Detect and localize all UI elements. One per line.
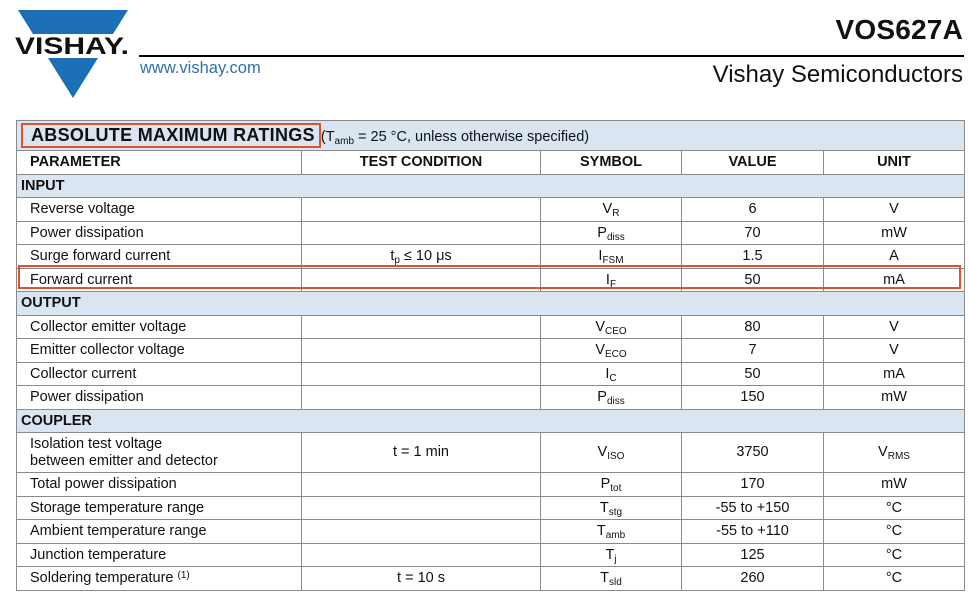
table-title-row bbox=[17, 121, 965, 151]
parameter-cell: Storage temperature range bbox=[17, 496, 302, 520]
unit-cell: V bbox=[824, 315, 965, 339]
table-row-forward-current bbox=[17, 268, 965, 292]
symbol-cell: $I_C$ bbox=[541, 362, 682, 386]
value-cell: 150 bbox=[682, 386, 824, 410]
parameter-cell: Total power dissipation bbox=[17, 473, 302, 497]
value-cell: 80 bbox=[682, 315, 824, 339]
table-row bbox=[17, 362, 965, 386]
condition-cell bbox=[302, 339, 541, 363]
symbol-cell: $T_j$ bbox=[541, 543, 682, 567]
condition-cell: $t_p \le 10$ μs bbox=[302, 245, 541, 269]
footnote-ref[interactable]: (1) bbox=[177, 570, 190, 582]
symbol-cell: $V_{ECO}$ bbox=[541, 339, 682, 363]
parameter-cell: Ambient temperature range bbox=[17, 520, 302, 544]
table-title: ABSOLUTE MAXIMUM RATINGS bbox=[21, 123, 321, 148]
parameter-cell: Power dissipation bbox=[17, 221, 302, 245]
condition-cell bbox=[302, 386, 541, 410]
table-row bbox=[17, 543, 965, 567]
parameter-cell: Junction temperature bbox=[17, 543, 302, 567]
col-header-unit: UNIT bbox=[824, 151, 965, 175]
table-row bbox=[17, 245, 965, 269]
symbol-cell: $P_{diss}$ bbox=[541, 221, 682, 245]
section-title: INPUT bbox=[17, 174, 965, 198]
condition-cell: t = 10 s bbox=[302, 567, 541, 591]
unit-cell: °C bbox=[824, 496, 965, 520]
symbol-cell: $V_R$ bbox=[541, 198, 682, 222]
symbol-cell: $V_{ISO}$ bbox=[541, 433, 682, 473]
section-row-output bbox=[17, 292, 965, 316]
absolute-maximum-ratings-table bbox=[16, 120, 965, 591]
parameter-cell: Soldering temperature $^{(1)}$ bbox=[17, 567, 302, 591]
table-row bbox=[17, 221, 965, 245]
value-cell: 6 bbox=[682, 198, 824, 222]
brand-name: Vishay Semiconductors bbox=[712, 61, 963, 88]
value-cell: 260 bbox=[682, 567, 824, 591]
title-condition-open: (T bbox=[320, 129, 335, 145]
header-rule bbox=[139, 55, 964, 57]
condition-cell bbox=[302, 543, 541, 567]
col-header-symbol: SYMBOL bbox=[541, 151, 682, 175]
section-row-input bbox=[17, 174, 965, 198]
table-row bbox=[17, 567, 965, 591]
parameter-cell: Collector emitter voltage bbox=[17, 315, 302, 339]
value-cell: 7 bbox=[682, 339, 824, 363]
condition-cell bbox=[302, 473, 541, 497]
value-cell: -55 to +150 bbox=[682, 496, 824, 520]
value-cell: -55 to +110 bbox=[682, 520, 824, 544]
unit-cell: °C bbox=[824, 543, 965, 567]
section-title: COUPLER bbox=[17, 409, 965, 433]
unit-cell: mA bbox=[824, 362, 965, 386]
table-row bbox=[17, 339, 965, 363]
title-condition-sub: amb bbox=[334, 136, 354, 147]
section-title: OUTPUT bbox=[17, 292, 965, 316]
unit-cell: mW bbox=[824, 221, 965, 245]
value-cell: 1.5 bbox=[682, 245, 824, 269]
unit-cell: mA bbox=[824, 268, 965, 292]
condition-cell bbox=[302, 198, 541, 222]
table-row bbox=[17, 496, 965, 520]
table-row bbox=[17, 433, 965, 473]
unit-cell: °C bbox=[824, 520, 965, 544]
unit-cell: V bbox=[824, 198, 965, 222]
table-row bbox=[17, 386, 965, 410]
parameter-cell: Collector current bbox=[17, 362, 302, 386]
value-cell: 50 bbox=[682, 362, 824, 386]
table-row bbox=[17, 473, 965, 497]
symbol-cell: $T_{sld}$ bbox=[541, 567, 682, 591]
parameter-cell: Reverse voltage bbox=[17, 198, 302, 222]
value-cell: 170 bbox=[682, 473, 824, 497]
part-number: VOS627A bbox=[835, 14, 963, 45]
symbol-cell: $P_{diss}$ bbox=[541, 386, 682, 410]
unit-cell: mW bbox=[824, 473, 965, 497]
unit-cell: V bbox=[824, 339, 965, 363]
table-row bbox=[17, 198, 965, 222]
parameter-cell: Isolation test voltage between emitter and detector bbox=[17, 433, 302, 473]
unit-cell: mW bbox=[824, 386, 965, 410]
symbol-cell: $P_{tot}$ bbox=[541, 473, 682, 497]
symbol-cell: $T_{stg}$ bbox=[541, 496, 682, 520]
symbol-cell: $T_{amb}$ bbox=[541, 520, 682, 544]
condition-cell bbox=[302, 268, 541, 292]
symbol-cell: $I_{FSM}$ bbox=[541, 245, 682, 269]
condition-cell bbox=[302, 362, 541, 386]
website-link[interactable]: www.vishay.com bbox=[140, 59, 261, 77]
symbol-cell: $V_{CEO}$ bbox=[541, 315, 682, 339]
title-condition-rest: = 25 °C, unless otherwise specified) bbox=[354, 129, 590, 145]
value-cell: 50 bbox=[682, 268, 824, 292]
logo-text: VISHAY. bbox=[15, 33, 129, 60]
condition-cell bbox=[302, 496, 541, 520]
value-cell: 125 bbox=[682, 543, 824, 567]
col-header-test-condition: TEST CONDITION bbox=[302, 151, 541, 175]
condition-cell bbox=[302, 520, 541, 544]
vishay-logo bbox=[14, 8, 132, 102]
col-header-value: VALUE bbox=[682, 151, 824, 175]
unit-cell: °C bbox=[824, 567, 965, 591]
table-row bbox=[17, 520, 965, 544]
value-cell: 70 bbox=[682, 221, 824, 245]
condition-cell: t = 1 min bbox=[302, 433, 541, 473]
parameter-cell: Power dissipation bbox=[17, 386, 302, 410]
unit-cell: A bbox=[824, 245, 965, 269]
parameter-cell: Surge forward current bbox=[17, 245, 302, 269]
value-cell: 3750 bbox=[682, 433, 824, 473]
table-row bbox=[17, 315, 965, 339]
col-header-parameter: PARAMETER bbox=[17, 151, 302, 175]
column-header-row bbox=[17, 151, 965, 175]
condition-cell bbox=[302, 315, 541, 339]
parameter-cell: Emitter collector voltage bbox=[17, 339, 302, 363]
condition-cell bbox=[302, 221, 541, 245]
section-row-coupler bbox=[17, 409, 965, 433]
symbol-cell: $I_F$ bbox=[541, 268, 682, 292]
unit-cell: $V_{RMS}$ bbox=[824, 433, 965, 473]
parameter-cell: Forward current bbox=[17, 268, 302, 292]
